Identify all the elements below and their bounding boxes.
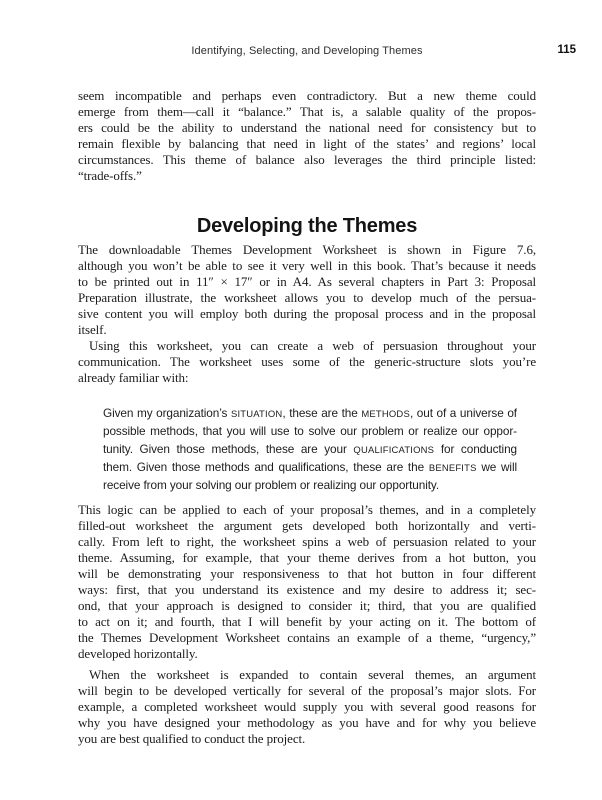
text-line: why you have designed your methodology as you have and for why you believe (78, 715, 536, 730)
text-line: ond, that your approach is designed to consider it; third, that you are qualified (78, 598, 536, 613)
section-heading: Developing the Themes (196, 215, 418, 237)
text-line: This logic can be applied to each of your proposal’s themes, and in a completely (78, 502, 536, 517)
text-line: developed horizontally. (78, 646, 198, 661)
text-line: to act on it; and fourth, that I will benefit by your acting on it. The bottom of (78, 614, 536, 629)
small-caps-term: SITUATION (230, 409, 283, 420)
text-line: to be printed out in 11″ × 17″ or in A4. As several chapters in Part 3: Proposal (78, 274, 536, 289)
paragraph-logic-applied (78, 502, 536, 662)
text-line: you are best qualified to conduct the project. (78, 731, 306, 746)
text-line: When the worksheet is expanded to contain several themes, an argument (89, 667, 536, 682)
paragraph-vertical-development (78, 667, 536, 747)
paragraph-web-of-persuasion (78, 338, 536, 386)
page-number: 115 (557, 44, 576, 56)
paragraph-balance-theme (78, 88, 536, 184)
text-line: Given my organization’s SITUATION, these are the METHODS, out of a universe of (103, 406, 517, 420)
text-line: remain flexible by balancing that need in light of the states’ and regions’ local (78, 136, 536, 151)
page-content (78, 88, 536, 747)
text-line: example, a completed worksheet would supply you with several good reasons for (78, 699, 536, 714)
text-line: cally. From left to right, the worksheet spins a web of persuasion related to your (78, 534, 536, 549)
text-line: “trade-offs.” (78, 168, 142, 183)
text-line: ers could be the ability to understand the national need for consistency but to (78, 120, 536, 135)
running-head (0, 45, 602, 58)
small-caps-term: METHODS (361, 409, 410, 420)
text-line: theme. Assuming, for example, that your theme derives from a hot button, you (78, 550, 536, 565)
text-line: already familiar with: (78, 370, 189, 385)
text-line: The downloadable Themes Development Worksheet is shown in Figure 7.6, (78, 242, 536, 257)
text-line: ways: first, that you understand its existence and my desire to address it; sec- (78, 582, 536, 597)
small-caps-term: QUALIFICATIONS (353, 445, 435, 456)
block-quote (103, 404, 517, 494)
text-line: communication. The worksheet uses some of the generic-structure slots you’re (78, 354, 536, 369)
text-line: will begin to be developed vertically for several of the proposal’s major slots. For (78, 683, 536, 698)
text-line: the Themes Development Worksheet contains an example of a theme, “urgency,” (78, 630, 536, 645)
text-line: seem incompatible and perhaps even contradictory. But a new theme could (78, 88, 536, 103)
text-line: sive content you will employ both during the proposal process and in the proposal (78, 306, 536, 321)
text-line: possible methods, that you will use to solve our problem or realize our oppor- (103, 424, 517, 438)
text-line: them. Given those methods and qualifications, these are the BENEFITS we will (103, 460, 517, 474)
text-line: itself. (78, 322, 107, 337)
text-line: emerge from them—call it “balance.” That is, a salable quality of the propos- (78, 104, 536, 119)
text-line: filled-out worksheet the argument gets developed both horizontally and verti- (78, 518, 536, 533)
text-line: although you won’t be able to see it very well in this book. That’s because it needs (78, 258, 536, 273)
text-line: Using this worksheet, you can create a web of persuasion throughout your (89, 338, 536, 353)
running-head-title: Identifying, Selecting, and Developing Themes (191, 45, 423, 57)
text-line: will be demonstrating your responsiveness to that hot button in four different (78, 566, 536, 581)
paragraph-worksheet-intro (78, 242, 536, 338)
text-line: Preparation illustrate, the worksheet allows you to develop much of the persua- (78, 290, 536, 305)
text-line: circumstances. This theme of balance also leverages the third principle listed: (78, 152, 536, 167)
small-caps-term: BENEFITS (428, 463, 477, 474)
text-line: receive from your solving our problem or realizing our opportunity. (103, 478, 440, 492)
text-line: tunity. Given those methods, these are your QUALIFICATIONS for conducting (103, 442, 517, 456)
